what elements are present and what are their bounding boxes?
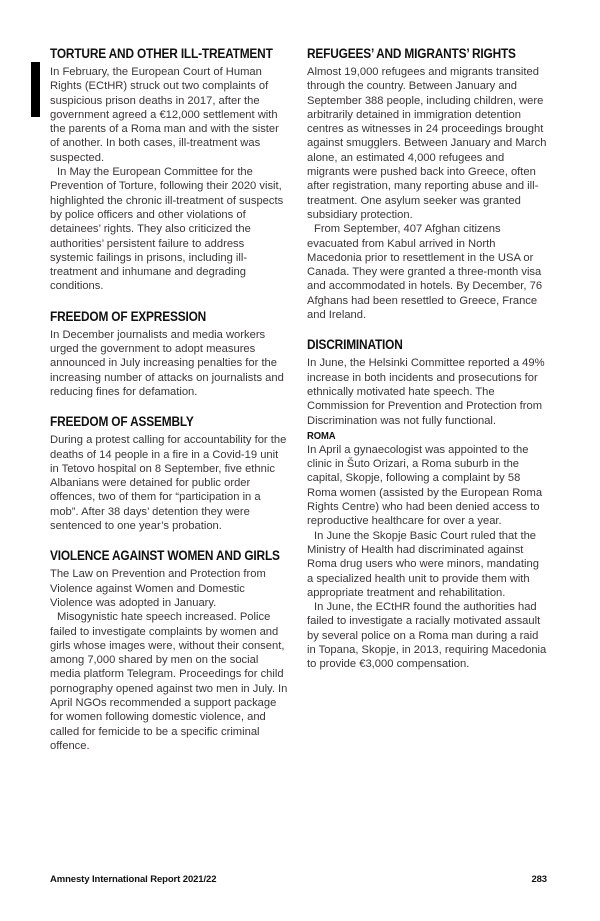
section-heading-refugees: REFUGEES’ AND MIGRANTS’ RIGHTS: [307, 46, 516, 61]
section-heading-expression: FREEDOM OF EXPRESSION: [50, 308, 207, 324]
paragraph: From September, 407 Afghan citizens evacuated from Kabul arrived in North Macedonia prior to resettlement in the USA or Canada. They were granted a three-month visa and accommodated in hotels. By December, 76 Afghans had been resettled to Greece, France and Ireland.: [307, 223, 543, 322]
page-number: 283: [531, 874, 547, 885]
section-freedom-of-assembly: [50, 414, 290, 533]
sub-heading-roma: ROMA: [307, 429, 336, 442]
page-footer: [50, 874, 547, 885]
section-torture: [50, 46, 290, 294]
section-refugees-migrants: [307, 46, 547, 322]
left-column: [50, 46, 290, 753]
section-heading-assembly: FREEDOM OF ASSEMBLY: [50, 414, 194, 430]
section-freedom-of-expression: [50, 309, 290, 399]
paragraph: In April a gynaecologist was appointed to the clinic in Šuto Orizari, a Roma suburb in the capital, Skopje, following a complaint by 58 Roma women (assisted by the European Roma Rights Centre) who had been denied access to reproductive healthcare for over a year.: [307, 443, 543, 528]
page-edge-tab: [31, 62, 40, 117]
paragraph: In June, the Helsinki Committee reported a 49% increase in both incidents and prosecutions for ethnically motivated hate speech. The Commission for Prevention and Protection from Discrimination was not fully functional.: [307, 357, 545, 427]
paragraph: In June the Skopje Basic Court ruled that the Ministry of Health had discriminated against Roma drug users who were minors, mandating a specialized health unit to provide them with appropriate treatment and rehabilitation.: [307, 529, 539, 599]
paragraph: In February, the European Court of Human Rights (ECtHR) struck out two complaints of suspicious prison deaths in 2017, after the government agreed a €12,000 settlement with the parents of a Roma man and with the sister of another. In both cases, ill-treatment was suspected.: [50, 66, 279, 164]
paragraph: In May the European Committee for the Prevention of Torture, following their 2020 visit, highlighted the chronic ill-treatment of suspects by police officers and other violations of detainees’ rights. They also criticized the authorities’ persistent failure to address systemic failings in prisons, including ill-treatment and inhumane and degrading conditions.: [50, 166, 284, 293]
section-violence-against-women: [50, 548, 290, 753]
section-heading-violence: VIOLENCE AGAINST WOMEN AND GIRLS: [50, 548, 280, 564]
section-heading-torture: TORTURE AND OTHER ILL-TREATMENT: [50, 46, 273, 61]
right-column: [307, 46, 547, 753]
paragraph: During a protest calling for accountability for the deaths of 14 people in a fire in a Covid-19 unit in Tetovo hospital on 8 September, five ethnic Albanians were detained for public order offences, two of them for “participation in a mob”. After 38 days’ detention they were sentenced to one year’s probation.: [50, 434, 287, 533]
section-discrimination: [307, 337, 547, 671]
two-column-layout: [50, 46, 545, 753]
report-title: Amnesty International Report 2021/22: [50, 874, 217, 885]
paragraph: The Law on Prevention and Protection from Violence against Women and Domestic Violence was adopted in January.: [50, 568, 266, 609]
paragraph: Misogynistic hate speech increased. Police failed to investigate complaints by women and girls whose images were, without their consent, among 7,000 shared by men on the social media platform Telegram. Proceedings for child pornography opened against two men in July. In April NGOs recommended a support package for women following domestic violence, and called for femicide to be a specific criminal offence.: [50, 611, 288, 752]
section-heading-discrimination: DISCRIMINATION: [307, 337, 403, 353]
paragraph: In June, the ECtHR found the authorities had failed to investigate a racially motivated assault by several police on a Roma man during a raid in Topana, Skopje, in 2013, requiring Macedonia to provide €3,000 compensation.: [307, 601, 547, 671]
paragraph: In December journalists and media workers urged the government to adopt measures announced in July increasing penalties for the increasing number of attacks on journalists and reducing fines for defamation.: [50, 328, 284, 398]
paragraph: Almost 19,000 refugees and migrants transited through the country. Between January and September 388 people, including children, were arbitrarily detained in immigration detention centres as witnesses in 24 proceedings brought against smugglers. Between January and March alone, an estimated 4,000 refugees and migrants were pushed back into Greece, often after registration, many reporting abuse and ill-treatment. One asylum seeker was granted subsidiary protection.: [307, 66, 547, 221]
